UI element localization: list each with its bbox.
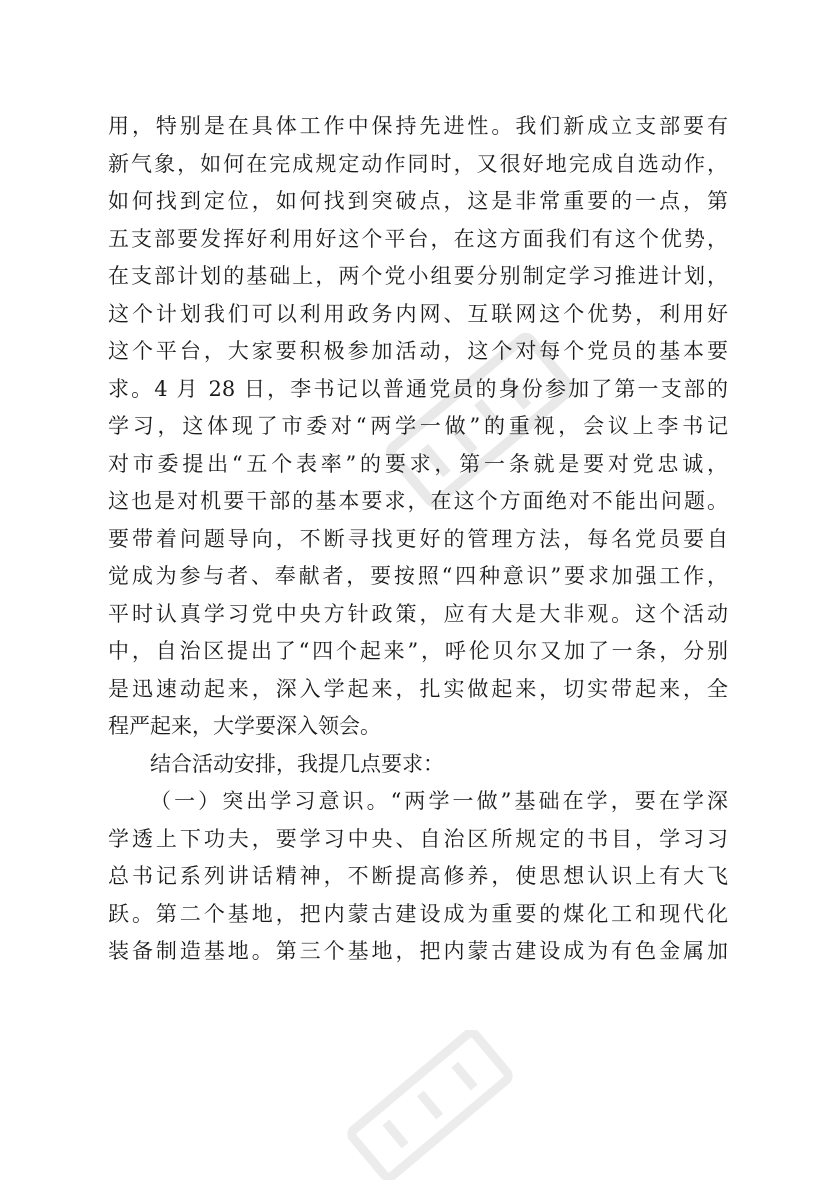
- text-line: 求。4 月 28 日，李书记以普通党员的身份参加了第一支部的: [108, 376, 728, 401]
- text-line: 程严起来，大学要深入领会。: [108, 714, 381, 738]
- text-line: 总书记系列讲话精神，不断提高修养，使思想认识上有大飞: [108, 864, 728, 888]
- text-line: 学透上下功夫，要学习中央、自治区所规定的书目，学习习: [108, 826, 728, 851]
- text-line: 这也是对机要干部的基本要求，在这个方面绝对不能出问题。: [108, 489, 728, 513]
- text-line: 学习，这体现了市委对“两学一做”的重视，会议上李书记: [108, 414, 728, 438]
- watermark-corner-icon: [330, 1030, 530, 1180]
- text-line: 用，特别是在具体工作中保持先进性。我们新成立支部要有: [108, 114, 728, 138]
- text-line: 对市委提出“五个表率”的要求，第一条就是要对党忠诚，: [108, 451, 728, 476]
- watermark-bottom: [330, 1030, 530, 1180]
- text-line: 装备制造基地。第三个基地，把内蒙古建设成为有色金属加: [108, 939, 728, 963]
- text-line: 要带着问题导向，不断寻找更好的管理方法，每名党员要自: [108, 526, 728, 551]
- text-line: 如何找到定位，如何找到突破点，这是非常重要的一点，第: [108, 189, 728, 213]
- text-line: 在支部计划的基础上，两个党小组要分别制定学习推进计划，: [108, 264, 728, 288]
- text-line: 五支部要发挥好利用好这个平台，在这方面我们有这个优势，: [108, 226, 728, 251]
- text-line: 这个平台，大家要积极参加活动，这个对每个党员的基本要: [108, 339, 728, 363]
- text-line: 觉成为参与者、奉献者，要按照“四种意识”要求加强工作，: [108, 564, 728, 588]
- text-line: （一）突出学习意识。“两学一做”基础在学，要在学深: [150, 789, 728, 813]
- text-line: 新气象，如何在完成规定动作同时，又很好地完成自选动作，: [108, 151, 728, 176]
- text-line: 中，自治区提出了“四个起来”，呼伦贝尔又加了一条，分别: [108, 639, 728, 663]
- text-line: 这个计划我们可以利用政务内网、互联网这个优势，利用好: [108, 301, 728, 326]
- text-line: 跃。第二个基地，把内蒙古建设成为重要的煤化工和现代化: [108, 901, 728, 926]
- text-line: 平时认真学习党中央方针政策，应有大是大非观。这个活动: [108, 601, 728, 626]
- body-text: [108, 108, 728, 971]
- text-line: 结合活动安排，我提几点要求：: [150, 751, 444, 776]
- text-line: 是迅速动起来，深入学起来，扎实做起来，切实带起来，全: [108, 676, 728, 701]
